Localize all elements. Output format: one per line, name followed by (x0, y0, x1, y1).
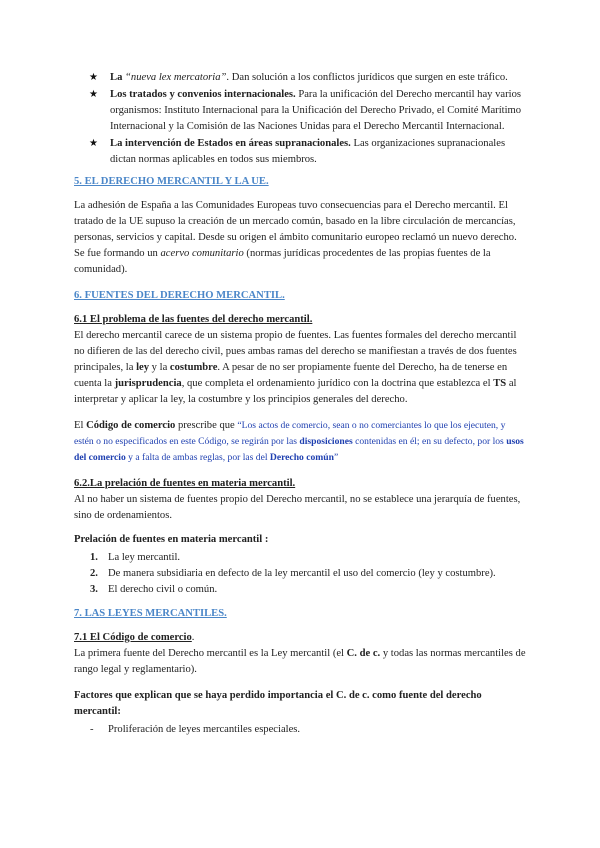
bullet-text: Las organizaciones supranacionales dictan normas aplicables en todos sus miembros. (110, 138, 506, 165)
list-item (74, 136, 526, 168)
subsection-7-1-heading: 7.1 El Código de comercio. (74, 632, 195, 643)
prelacion-title: Prelación de fuentes en materia mercantil : (74, 534, 269, 545)
section-6-heading: 6. FUENTES DEL DERECHO MERCANTIL. (74, 290, 285, 301)
section-6-2-paragraph: Al no haber un sistema de fuentes propio del Derecho mercantil, no se establece una jerarquía de fuentes, sino de ordenamientos. (74, 494, 521, 521)
star-icon: ★ (89, 72, 98, 83)
star-bullet-list (74, 70, 526, 168)
bullet-bold: La (110, 72, 126, 83)
bullet-text: . Dan solución a los conflictos jurídicos que surgen en este tráfico. (226, 72, 508, 83)
list-item: - Proliferación de leyes mercantiles especiales. (90, 724, 301, 735)
subsection-6-2-heading: 6.2.La prelación de fuentes en materia mercantil. (74, 478, 296, 489)
section-7-heading: 7. LAS LEYES MERCANTILES. (74, 608, 227, 619)
list-item (74, 87, 526, 135)
factores-title: Factores que explican que se haya perdido importancia el C. de c. como fuente del derecho mercantil: (74, 690, 482, 717)
list-item: 3. El derecho civil o común. (90, 584, 218, 595)
prelacion-list (74, 550, 526, 598)
codigo-comercio-quote-paragraph: El Código de comercio prescribe que “Los actos de comercio, sean o no comerciantes lo que los ejecuten, y estén o no especificados en este Código, se regirán por las disposiciones contenidas en él; en su defecto, por los usos del comercio y a falta de ambas reglas, por las del Derecho común” (74, 420, 524, 463)
bullet-bold: Los tratados y convenios internacionales. (110, 89, 296, 100)
legal-quote: “Los actos de comercio, sean o no comerciantes lo que los ejecuten, y estén o no especificados en este Código, se regirán por las disposiciones contenidas en él; en su defecto, por los usos del comercio y a falta de ambas reglas, por las del Derecho común” (74, 420, 524, 463)
section-6-1-paragraph: El derecho mercantil carece de un sistema propio de fuentes. Las fuentes formales del derecho mercantil no difieren de las del derecho civil, pues ambas ramas del derecho se manifiestan a través de dos fuentes principales, la ley y la costumbre. A pesar de no ser propiamente fuente del Derecho, ha de tenerse en cuenta la jurisprudencia, que completa el ordenamiento jurídico con la doctrina que establezca el TS al interpretar y aplicar la ley, la costumbre y los principios generales del derecho. (74, 330, 517, 405)
bullet-bold: La intervención de Estados en áreas supranacionales. (110, 138, 351, 149)
document-content (74, 70, 526, 738)
star-icon: ★ (89, 89, 98, 100)
star-icon: ★ (89, 138, 98, 149)
section-5-heading: 5. EL DERECHO MERCANTIL Y LA UE. (74, 176, 269, 187)
section-7-1-paragraph: La primera fuente del Derecho mercantil es la Ley mercantil (el C. de c. y todas las normas mercantiles de rango legal y reglamentario). (74, 648, 526, 675)
subsection-6-1-heading: 6.1 El problema de las fuentes del derecho mercantil. (74, 314, 313, 325)
list-item: 1. La ley mercantil. (90, 552, 181, 563)
list-item (74, 70, 526, 86)
list-item: 2. De manera subsidiaria en defecto de la ley mercantil el uso del comercio (ley y costumbre). (90, 568, 496, 579)
factores-list (74, 722, 526, 738)
section-5-paragraph: La adhesión de España a las Comunidades Europeas tuvo consecuencias para el Derecho mercantil. El tratado de la UE supuso la creación de un mercado común, basado en la libre circulación de mercancías, personas, servicios y capital. Desde su origen el ámbito comunitario europeo reclamó un nuevo derecho. Se fue formando un acervo comunitario (normas jurídicas procedentes de las propias fuentes de la comunidad). (74, 200, 517, 275)
bullet-italic: “nueva lex mercatoria” (125, 72, 227, 83)
bullet-text: Para la unificación del Derecho mercantil hay varios organismos: Instituto Internacional para la Unificación del Derecho Privado, el Comité Marítimo Internacional y la Comisión de las Naciones Unidas para el Derecho Mercantil Internacional. (110, 89, 522, 132)
